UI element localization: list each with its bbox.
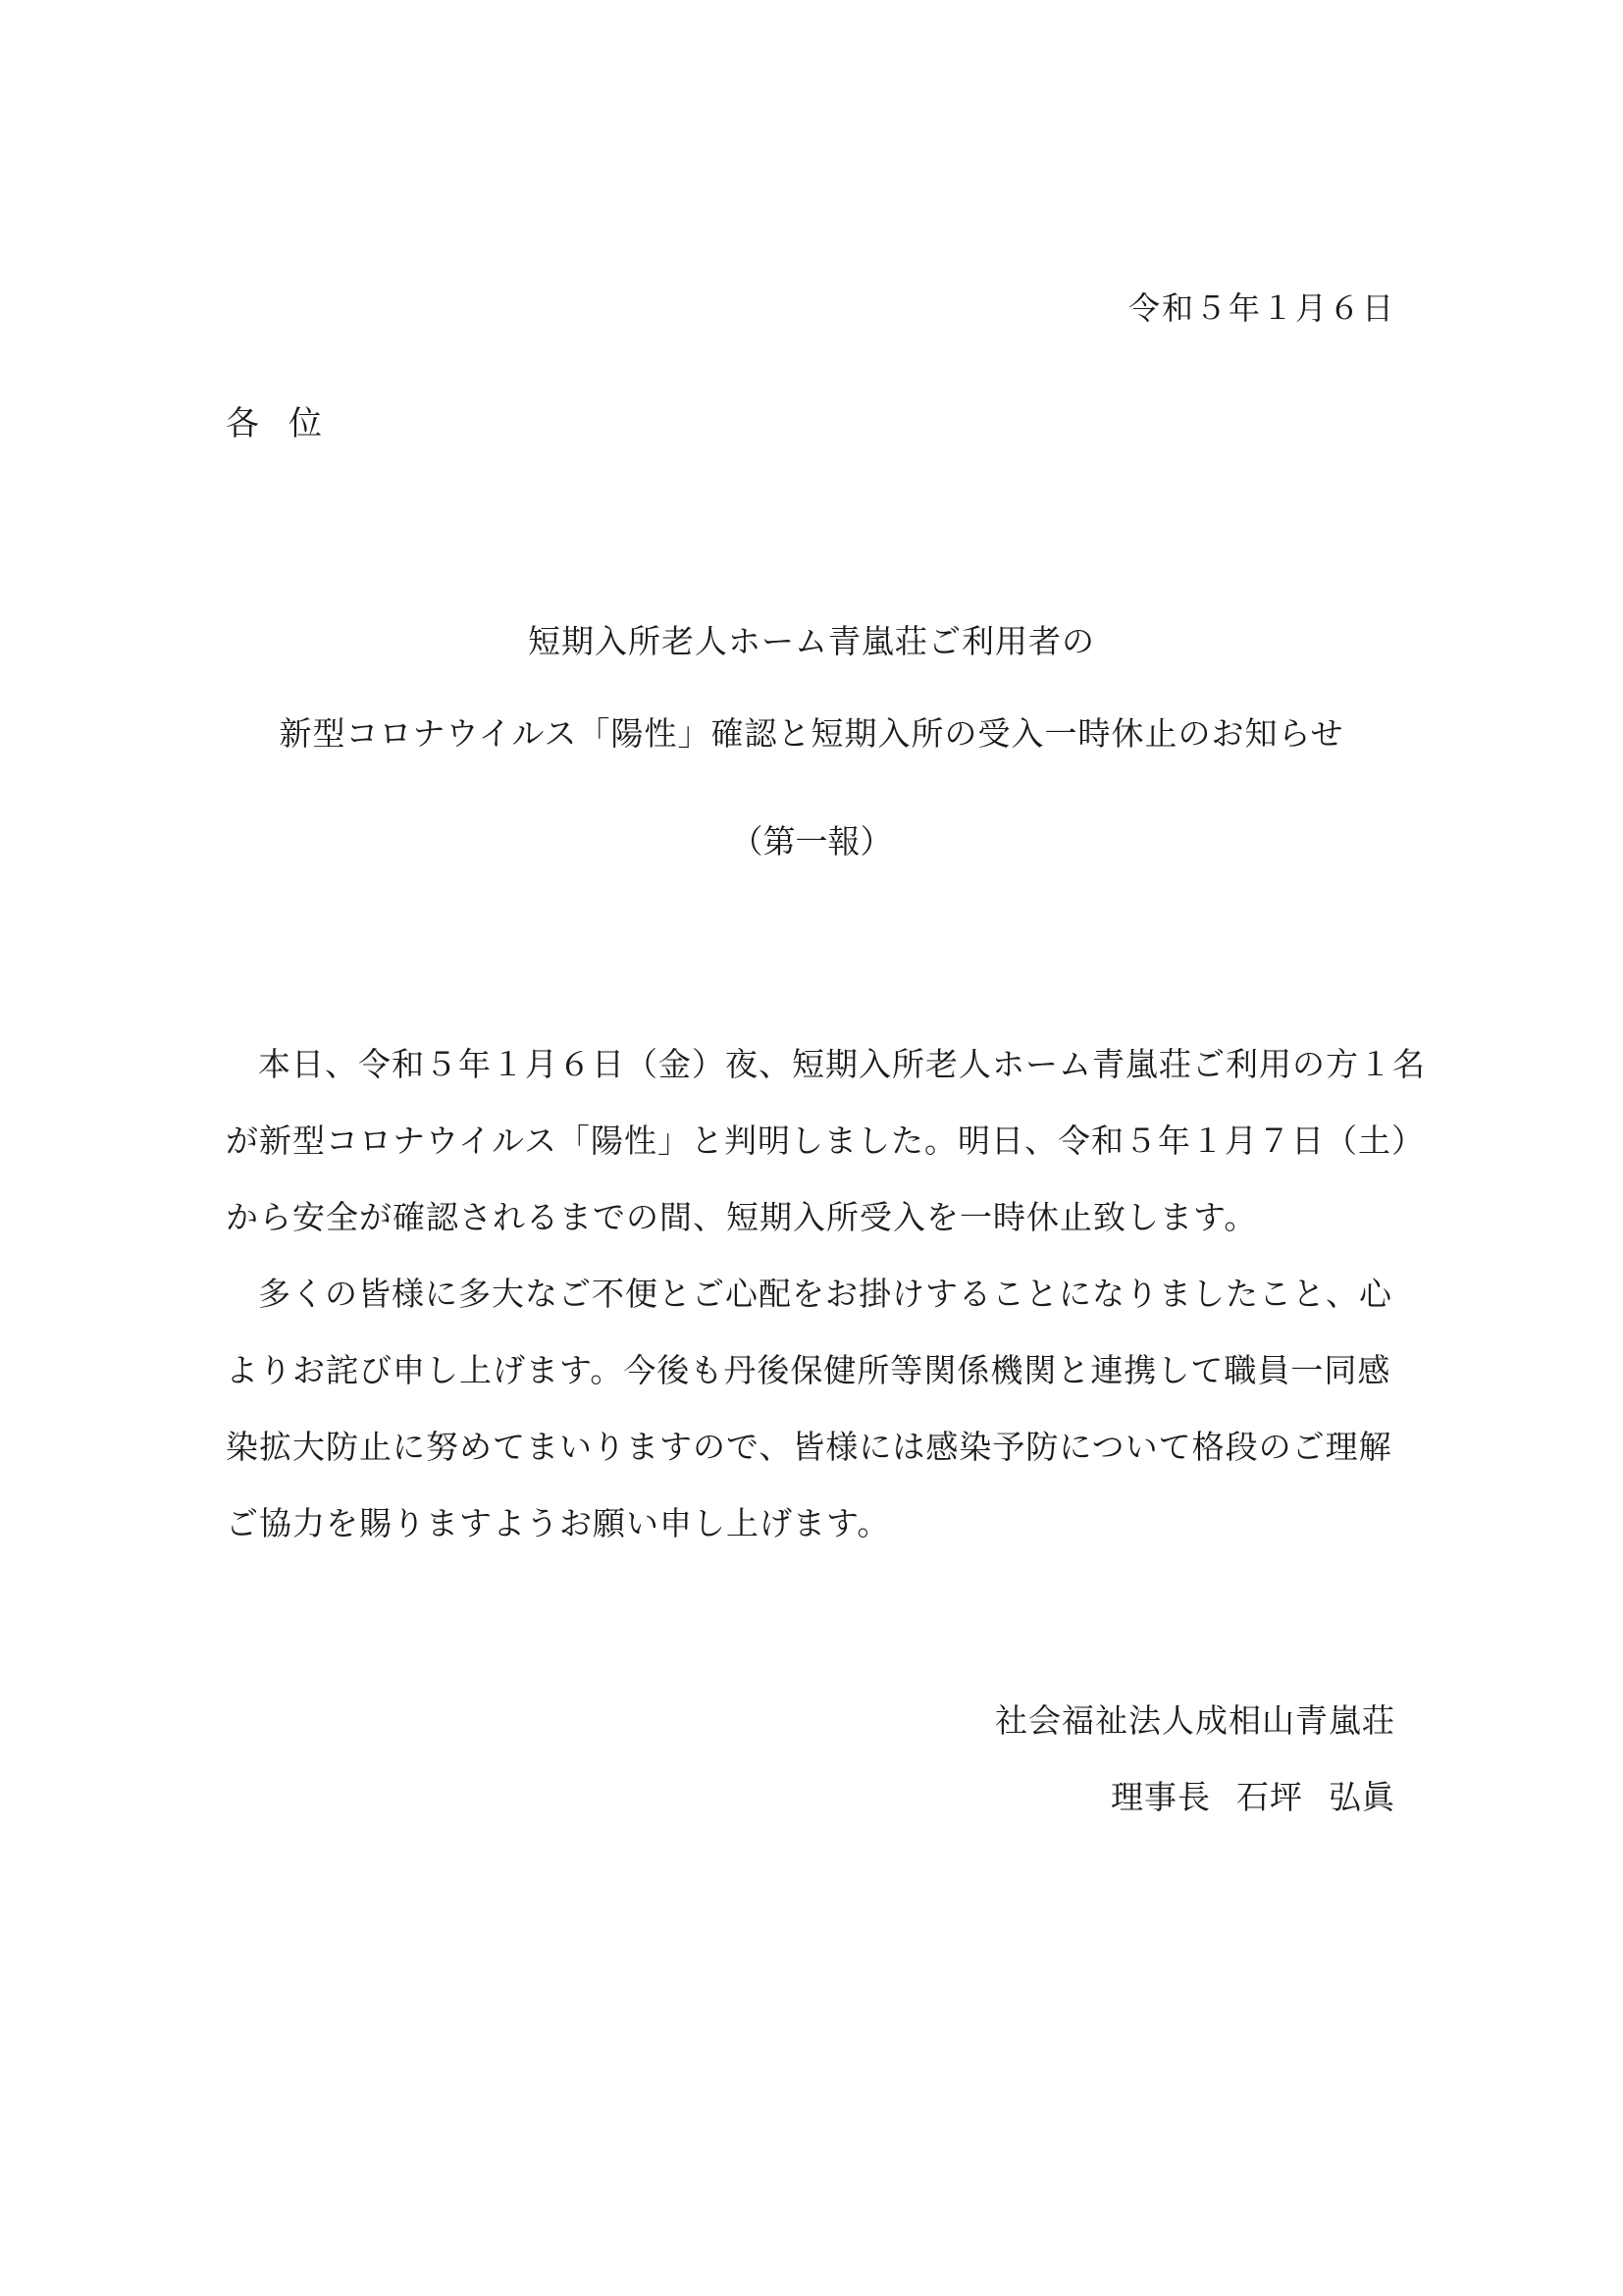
title-line-2: 新型コロナウイルス「陽性」確認と短期入所の受入一時休止のお知らせ — [279, 714, 1344, 753]
organization-name: 社会福祉法人成相山青嵐荘 — [995, 1701, 1395, 1740]
representative-title: 理事長 — [1111, 1778, 1211, 1816]
signature-block — [995, 1697, 1395, 1821]
paragraph-2-line: ご協力を賜りますようお願い申し上げます。 — [226, 1504, 891, 1542]
paragraph-2-line: 染拡大防止に努めてまいりますので、皆様には感染予防について格段のご理解 — [226, 1428, 1392, 1466]
paragraph-2 — [226, 1265, 1393, 1553]
paragraph-1-line: から安全が確認されるまでの間、短期入所受入を一時休止致します。 — [226, 1198, 1258, 1236]
title-line-1: 短期入所老人ホーム青嵐荘ご利用者の — [528, 622, 1095, 660]
paragraph-2-line: 多くの皆様に多大なご不便とご心配をお掛けすることになりましたこと、心 — [258, 1275, 1392, 1313]
representative — [995, 1774, 1395, 1821]
body-text — [226, 1035, 1426, 1553]
title-block — [0, 618, 1623, 865]
paragraph-2-line: よりお詫び申し上げます。今後も丹後保健所等関係機関と連携して職員一同感 — [226, 1351, 1391, 1389]
paragraph-1-line: が新型コロナウイルス「陽性」と判明しました。明日、令和５年１月７日（土） — [226, 1122, 1426, 1160]
issue-number: （第一報） — [730, 822, 893, 861]
paragraph-1 — [226, 1035, 1426, 1247]
paragraph-1-line: 本日、令和５年１月６日（金）夜、短期入所老人ホーム青嵐荘ご利用の方１名 — [258, 1045, 1426, 1083]
document-date: 令和５年１月６日 — [1127, 289, 1395, 327]
addressee: 各位 — [226, 404, 351, 444]
representative-given-name: 弘眞 — [1329, 1778, 1395, 1816]
representative-surname: 石坪 — [1236, 1778, 1303, 1816]
